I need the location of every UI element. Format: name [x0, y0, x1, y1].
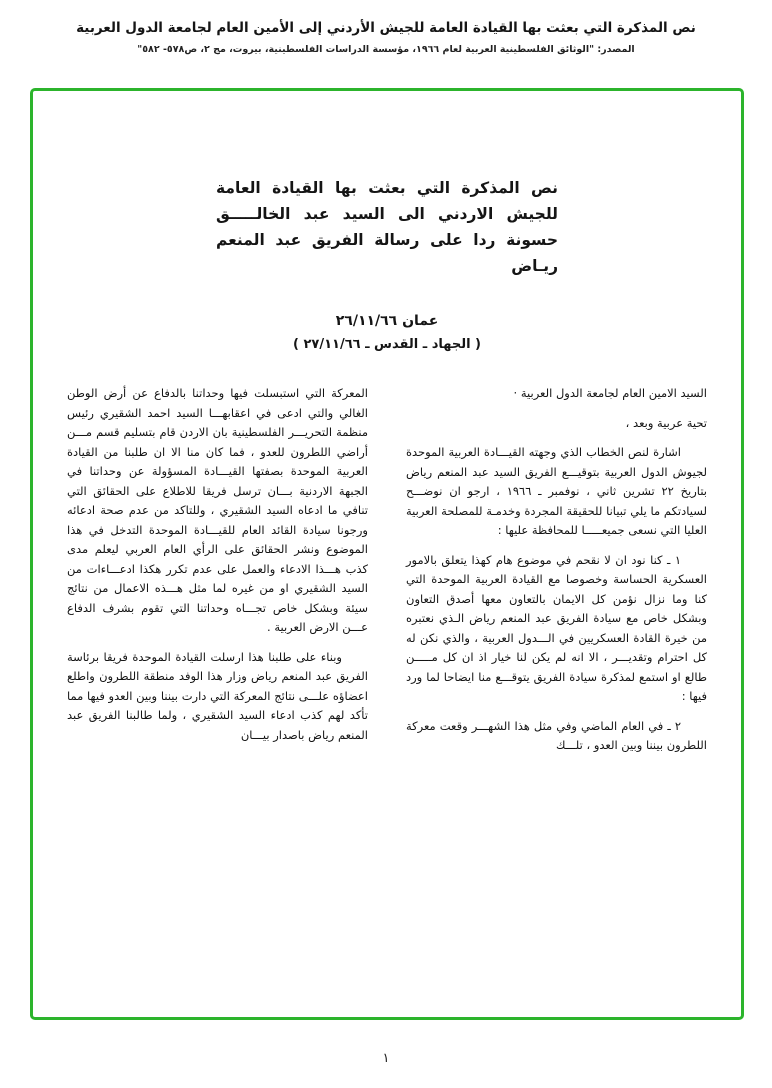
document-title-line: ريـاض — [511, 257, 558, 275]
page-number: ١ — [382, 1051, 390, 1066]
document-title-line: للجيش الاردني الى السيد عبد الخالـــــق — [216, 205, 558, 223]
paragraph-point-2: ٢ ـ في العام الماضي وفي مثل هذا الشهـــر وقعت معركة اللطرون بيننا وبين العدو ، تلـــك — [406, 718, 707, 752]
document-title-line: نص المذكرة التي بعثت بها القيادة العامة — [216, 179, 558, 197]
paragraph-point-1: ١ ـ كنا نود ان لا نقحم في موضوع هام كهذا يتعلق بالامور العسكرية الحساسة وخصوصا مع القيادة العربية الموحدة التي كنا وما نزال نؤمن كل الايمان بالتعاون معها أصدق التعاون وبشكل خاص مع سيادة الفريق عبد المنعم رياض الـذي نعتبره من خيرة القادة العسكريين في الـــدول العربية ، والذي نكن له كل احترام وتقديـــر ، الا انه لم يكن لنا خيار اذ ان كل مـــــن طالع او استمع لمذكرة سيادة الفريق يتوقـــع منا ايضاحا لما ورد فيها : — [406, 552, 707, 703]
page-header — [0, 18, 772, 55]
document-frame — [30, 88, 744, 1020]
header-title: نص المذكرة التي بعثت بها القيادة العامة للجيش الأردني إلى الأمين العام لجامعة الدول العربية — [76, 20, 696, 36]
column-left — [67, 384, 368, 766]
paragraph-intro: اشارة لنص الخطاب الذي وجهته القيـــادة العربية الموحدة لجيوش الدول العربية بتوقيـــع الفريق السيد عبد المنعم رياض بتاريخ ٢٢ تشرين ثاني ، نوفمبر ـ ١٩٦٦ ، ارجو ان نوضـــح لسيادتكم ما يلي تبيانا للحقيقة المجردة وخدمـة للمصلحة العربية العليا التي نسعى جميعـــــا للمحافظة عليها : — [406, 445, 707, 537]
paragraph-greeting: تحية عربية وبعد ، — [625, 415, 707, 430]
dateline: عمان ٢٦/١١/٦٦ — [335, 313, 439, 329]
document-title-line: حسونة ردا على رسالة الفريق عبد المنعم — [216, 231, 558, 249]
text-columns — [67, 384, 707, 766]
paragraph-delegation: وبناء على طلبنا هذا ارسلت القيادة الموحدة فريقا برئاسة الفريق عبد المنعم رياض وزار هذا الوفد منطقة اللطرون واطلع اعضاؤه علـــى نتائج المعركة التي دارت بيننا وبين العدو فيها مما تأكد لهم كذب ادعاء السيد الشقيري ، ولما طالبنا الفريق عبد المنعم رياض باصدار بيـــان — [67, 649, 368, 742]
paragraph-salutation: السيد الامين العام لجامعة الدول العربية · — [513, 386, 707, 400]
header-source-line: المصدر: "الوثائق الفلسطينية العربية لعام ١٩٦٦، مؤسسة الدراسات الفلسطينية، بيروت، مج ٢، ص٥٧٨- ٥٨٢" — [137, 44, 635, 55]
column-right — [406, 384, 707, 766]
publication-line: ( الجهاد ـ القدس ـ ٢٧/١١/٦٦ ) — [292, 337, 482, 352]
document-title — [216, 175, 558, 279]
paragraph-battle-continuation: المعركة التي استبسلت فيها وحداتنا بالدفاع عن أرض الوطن الغالي والتي ادعى في اعقابهـــا السيد احمد الشقيري رئيس منظمة التحريـــر الفلسطينية بان الاردن قام بتسليم قسم مـــن أراضي اللطرون للعدو ، فما كان منا الا ان طلبنا من القيادة العربية الموحدة بصفتها القيـــادة المسؤولة عن وحداتنا في الجبهة الاردنية بـــان ترسل فريقا للاطلاع على الحقائق التي تنافي ما ادعاه السيد الشقيري ، وللتاكد من عدم صحة ادعائه ورجونا سيادة القائد العام للقيـــادة الموحدة التدخل في هذا الموضوع ونشر الحقائق على الرأي العام العربي ليعلم مدى كذب هـــذا الادعاء والعمل على عدم تكرر هكذا ادعـــاءات من السيد الشقيري او من غيره لما مثل هـــذه الاعمال من نتائج سيئة وبشكل خاص تجـــاه وحداتنا التي تقوم بشرف الدفاع عـــن الارض العربية . — [67, 386, 368, 634]
